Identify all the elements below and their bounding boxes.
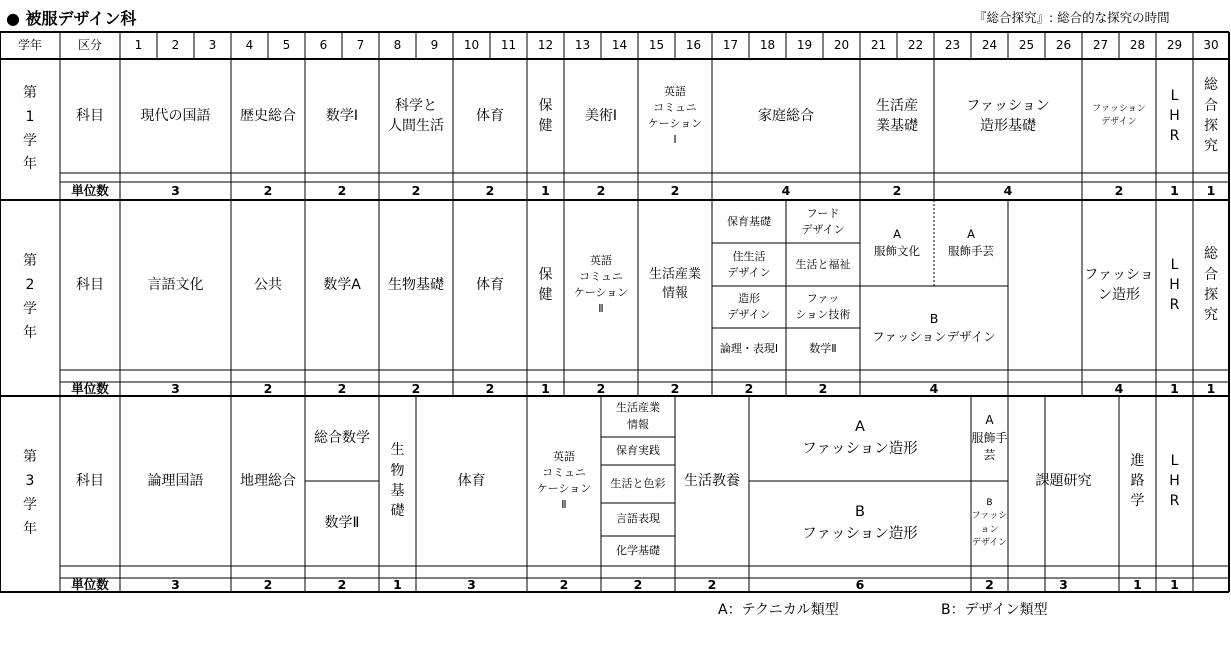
year2-units: 3: [171, 380, 180, 396]
header-period: 14: [611, 37, 628, 52]
legend-type-a: A：テクニカル類型: [718, 602, 839, 618]
header-grade: 学年: [17, 37, 42, 52]
header-period: 13: [574, 37, 591, 52]
year2-units: 2: [670, 380, 680, 396]
year1-subject-label: 科目: [76, 107, 104, 124]
header-period: 10: [463, 37, 480, 52]
header-period: 1: [134, 37, 143, 52]
year1-units-label: 単位数: [71, 182, 109, 198]
year1-subject: 総 合 探 究: [1204, 77, 1218, 155]
year1-subject: 生活産 業基礎: [876, 97, 918, 134]
year1-subject: 現代の国語: [140, 107, 211, 124]
year3-units: 2: [985, 576, 994, 592]
header-period: 3: [208, 37, 217, 52]
year1-subject: 数学Ⅰ: [325, 107, 359, 124]
legend-type-b: B：デザイン類型: [941, 602, 1048, 618]
year3-math-choice: 数学Ⅱ: [324, 515, 360, 532]
header-period: 25: [1018, 37, 1035, 52]
year2-units: 1: [1206, 380, 1216, 396]
year3-subject: 体育: [457, 472, 486, 489]
footnote-definition: 『総合探究』: 総合的な探究の時間: [974, 10, 1170, 25]
year3-crafts-a: A 服飾手芸: [971, 413, 1008, 463]
year3-elective: 言語表現: [616, 512, 660, 526]
year1-units: 2: [1114, 182, 1124, 198]
year3-units: 1: [1133, 576, 1142, 592]
year2-elective: 住生活 デザイン: [727, 249, 771, 279]
year1-subject: 家庭総合: [758, 107, 814, 124]
year3-fashion-a: A ファッション造形: [802, 419, 918, 457]
year2-units: 4: [929, 380, 939, 396]
year2-elective: 論理・表現Ⅰ: [719, 342, 779, 356]
year1-subject: 体育: [476, 107, 504, 124]
year2-units: 1: [541, 380, 550, 396]
year3-fashion-b: B ファッション造形: [802, 504, 918, 542]
year1-subject: L H R: [1169, 87, 1180, 145]
header-period: 19: [796, 37, 813, 52]
header-period: 8: [393, 37, 402, 52]
year3-subject: 進 路 学: [1130, 452, 1145, 510]
year2-type-a: A 服飾文化: [874, 227, 920, 258]
header-period: 15: [648, 37, 665, 52]
year1-units: 3: [171, 182, 180, 198]
year1-units: 1: [1170, 182, 1179, 198]
year3-units-label: 単位数: [71, 576, 109, 592]
header-period: 29: [1166, 37, 1183, 52]
header-period: 7: [356, 37, 365, 52]
year3-subject: 英語 コミュニ ケーション Ⅱ: [536, 450, 592, 511]
year1-units: 2: [411, 182, 421, 198]
year1-units: 2: [670, 182, 680, 198]
year2-units: 2: [485, 380, 495, 396]
year2-subject: 言語文化: [147, 276, 204, 293]
year3-label: 第 3 学 年: [23, 449, 37, 537]
year3-subject: 生活教養: [684, 472, 740, 489]
year2-subject: 英語 コミュニ ケーション Ⅱ: [573, 254, 629, 315]
year2-subject: 総 合 探 究: [1204, 246, 1218, 324]
header-period: 23: [944, 37, 961, 52]
year2-subject: 体育: [476, 276, 504, 293]
year1-units: 2: [596, 182, 606, 198]
year3-elective: 保育実践: [616, 443, 660, 457]
header-period: 9: [430, 37, 439, 52]
year2-subject: L H R: [1169, 256, 1180, 314]
year3-math-choice: 総合数学: [314, 430, 370, 447]
year3-elective: 化学基礎: [616, 543, 660, 557]
year2-units: 2: [596, 380, 606, 396]
year3-units: 3: [1059, 576, 1068, 592]
header-period: 5: [282, 37, 291, 52]
year3-units: 2: [633, 576, 643, 592]
year2-elective: 造形 デザイン: [727, 292, 771, 321]
year3-units: 1: [1170, 576, 1179, 592]
year1-subject: ファッション デザイン: [1092, 103, 1146, 127]
header-period: 18: [759, 37, 776, 52]
year3-units: 6: [855, 576, 865, 592]
year2-subject: 生活産業 情報: [648, 267, 701, 301]
header-period: 30: [1203, 37, 1219, 52]
header-period: 2: [171, 37, 180, 52]
header-division: 区分: [77, 37, 102, 52]
year2-elective: 生活と福祉: [795, 257, 851, 271]
year2-units: 2: [337, 380, 347, 396]
year3-subject: 生 物 基 礎: [390, 442, 405, 520]
year2-units: 2: [818, 380, 828, 396]
year1-units: 2: [892, 182, 902, 198]
year3-units: 2: [337, 576, 347, 592]
header-period: 27: [1092, 37, 1109, 52]
header-period: 22: [907, 37, 924, 52]
header-period: 11: [500, 37, 517, 52]
header-period: 28: [1129, 37, 1146, 52]
header-period: 12: [537, 37, 554, 52]
year2-subject: 保 健: [538, 266, 553, 303]
year2-units: 2: [263, 380, 273, 396]
header-period: 26: [1055, 37, 1072, 52]
year3-elective: 生活産業 情報: [616, 401, 660, 431]
year1-units: 2: [337, 182, 347, 198]
year2-units: 1: [1170, 380, 1179, 396]
year2-type-b: B ファッションデザイン: [872, 310, 996, 344]
year1-label: 第 1 学 年: [23, 84, 37, 173]
year2-units: 4: [1114, 380, 1124, 396]
header-period: 16: [685, 37, 702, 52]
year1-units: 4: [781, 182, 791, 198]
header-period: 20: [833, 37, 850, 52]
year1-units: 4: [1003, 182, 1013, 198]
year1-subject: 美術Ⅰ: [584, 107, 618, 124]
year2-elective: フード デザイン: [801, 206, 845, 236]
year2-subject: 数学A: [323, 276, 361, 293]
year3-units: 3: [171, 576, 180, 592]
year2-elective: 数学Ⅱ: [809, 342, 837, 356]
year3-subject: L H R: [1169, 452, 1180, 510]
year2-subject: ファッション造形: [1084, 266, 1154, 303]
year3-units: 2: [559, 576, 569, 592]
year2-elective: 保育基礎: [727, 214, 771, 228]
header-period: 17: [722, 37, 739, 52]
year1-units: 2: [263, 182, 273, 198]
year2-label: 第 2 学 年: [23, 253, 37, 341]
year1-subject: 英語 コミュニ ケーション Ⅰ: [647, 85, 703, 146]
year2-units: 2: [411, 380, 421, 396]
year1-units: 1: [1206, 182, 1216, 198]
year2-type-a: A 服飾手芸: [948, 227, 994, 258]
year3-units: 2: [263, 576, 273, 592]
year2-subject: 生物基礎: [388, 276, 444, 293]
year2-subject: 公共: [254, 276, 282, 293]
year3-units: 1: [393, 576, 402, 592]
year3-units: 2: [707, 576, 717, 592]
year1-units: 1: [541, 182, 550, 198]
year3-units: 3: [467, 576, 476, 592]
header-period: 4: [245, 37, 254, 52]
year1-subject: 科学と 人間生活: [388, 97, 444, 134]
year3-subject: 論理国語: [147, 472, 204, 489]
year2-subject-label: 科目: [76, 276, 104, 293]
year3-crafts-b: B ファッション デザイン: [971, 498, 1008, 548]
year3-subject-label: 科目: [76, 472, 104, 489]
header-period: 21: [870, 37, 887, 52]
year1-subject: 歴史総合: [240, 107, 296, 124]
header-period: 6: [319, 37, 328, 52]
year3-subject: 課題研究: [1035, 472, 1092, 489]
year2-units: 2: [744, 380, 754, 396]
year2-elective: ファッ ション技術: [795, 292, 851, 321]
year3-elective: 生活と色彩: [610, 476, 666, 490]
year1-subject: ファッション 造形基礎: [966, 97, 1050, 134]
year1-units: 2: [485, 182, 495, 198]
year1-subject: 保 健: [538, 97, 553, 134]
year3-subject: 地理総合: [240, 472, 296, 489]
header-period: 24: [981, 37, 998, 52]
page-title: ● 被服デザイン科: [6, 9, 137, 28]
year2-units-label: 単位数: [71, 380, 109, 396]
